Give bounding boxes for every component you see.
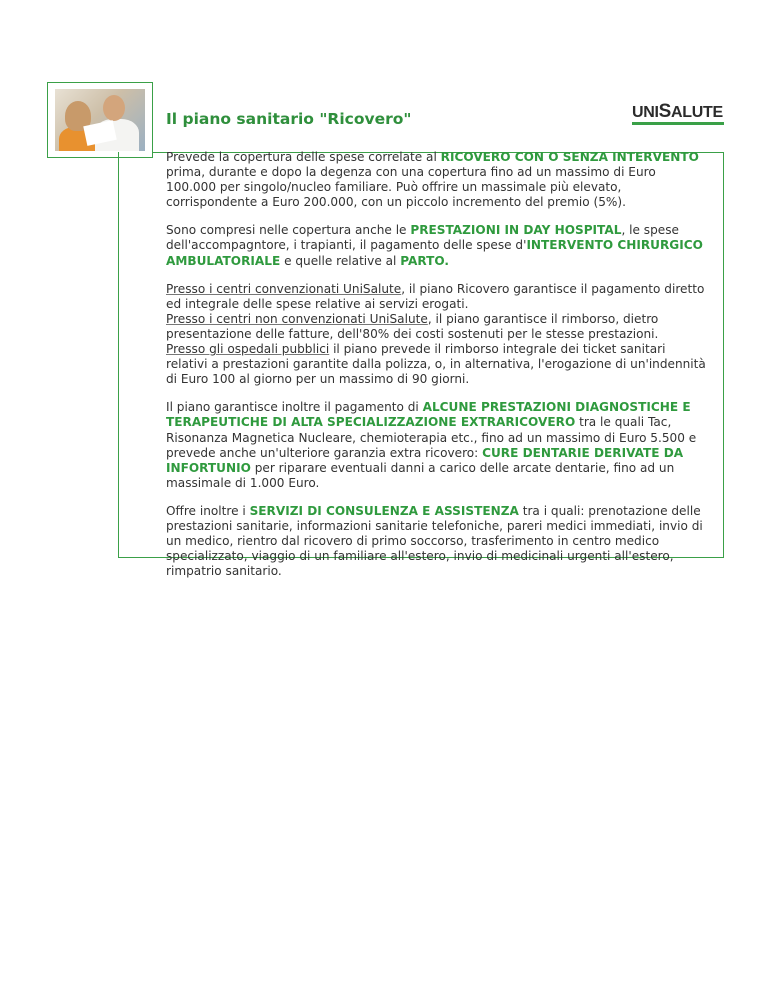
paragraph-coperture: Sono compresi nelle copertura anche le PRESTAZIONI IN DAY HOSPITAL, le spese dell'accompagntore, i trapianti, il pagamento delle spese d'INTERVENTO CHIRURGICO AMBULATORIALE e quelle relative al PARTO. bbox=[166, 223, 703, 268]
highlight-alta-specializzazione: ALCUNE PRESTAZIONI DIAGNOSTICHE E TERAPEUTICHE DI ALTA SPECIALIZZAZIONE EXTRARICOVERO bbox=[166, 400, 691, 430]
doctor-patient-photo bbox=[55, 89, 145, 151]
unisalute-logo bbox=[632, 103, 724, 125]
paragraph-ricovero: Prevede la copertura delle spese correlate al RICOVERO CON O SENZA INTERVENTO prima, durante e dopo la degenza con una copertura fino ad un massimo di Euro 100.000 per singolo/nucleo familiare. Può offrire un massimale più elevato, corrispondente a Euro 200.000, con un piccolo incremento del premio (5%). bbox=[166, 150, 699, 210]
highlight-ricovero: RICOVERO CON O SENZA INTERVENTO bbox=[440, 150, 699, 164]
paragraph-extraricovero: Il piano garantisce inoltre il pagamento di ALCUNE PRESTAZIONI DIAGNOSTICHE E TERAPEUTICHE DI ALTA SPECIALIZZAZIONE EXTRARICOVERO tra le quali Tac, Risonanza Magnetica Nucleare, chemioterapia etc., fino ad un massimo di Euro 5.500 e prevede anche un'ulteriore garanzia extra ricovero: CURE DENTARIE DERIVATE DA INFORTUNIO per riparare eventuali danni a carico delle arcate dentarie, fino ad un massimale di 1.000 Euro. bbox=[166, 400, 697, 490]
highlight-parto: PARTO. bbox=[400, 253, 449, 268]
highlight-intervento-ambulatoriale: INTERVENTO CHIRURGICO AMBULATORIALE bbox=[166, 238, 703, 268]
photo-doctor-head bbox=[103, 95, 125, 121]
link-ospedali-pubblici[interactable]: Presso gli ospedali pubblici bbox=[166, 342, 330, 357]
link-centri-non-convenzionati[interactable]: Presso i centri non convenzionati UniSalute bbox=[166, 311, 428, 326]
header-photo-frame bbox=[47, 82, 153, 158]
highlight-day-hospital: PRESTAZIONI IN DAY HOSPITAL bbox=[410, 223, 622, 238]
page-title: Il piano sanitario "Ricovero" bbox=[166, 110, 412, 128]
highlight-cure-dentarie: CURE DENTARIE DERIVATE DA INFORTUNIO bbox=[166, 445, 684, 475]
content-body bbox=[166, 150, 706, 592]
logo-text: UNISALUTE bbox=[632, 101, 723, 122]
highlight-servizi-consulenza: SERVIZI DI CONSULENZA E ASSISTENZA bbox=[249, 503, 519, 518]
logo-underline bbox=[632, 122, 724, 125]
paragraph-centri: Presso i centri convenzionati UniSalute, il piano Ricovero garantisce il pagamento diretto ed integrale delle spese relative ai servizi erogati. Presso i centri non convenzionati UniSalute, il piano garantisce il rimborso, dietro presentazione delle fatture, dell'80% dei costi sostenuti per le stesse prestazioni. Presso gli ospedali pubblici il piano prevede il rimborso integrale dei ticket sanitari relativi a prestazioni garantite dalla polizza, o, in alternativa, l'erogazione di un'indennità di Euro 100 al giorno per un massimo di 90 giorni. bbox=[166, 281, 706, 387]
link-centri-convenzionati[interactable]: Presso i centri convenzionati UniSalute bbox=[166, 281, 402, 296]
paragraph-servizi: Offre inoltre i SERVIZI DI CONSULENZA E ASSISTENZA tra i quali: prenotazione delle prestazioni sanitarie, informazioni sanitarie telefoniche, pareri medici immediati, invio di un medico, rientro dal ricovero di primo soccorso, trasferimento in centro medico specializzato, viaggio di un familiare all'estero, invio di medicinali urgenti all'estero, rimpatrio sanitario. bbox=[166, 503, 703, 579]
